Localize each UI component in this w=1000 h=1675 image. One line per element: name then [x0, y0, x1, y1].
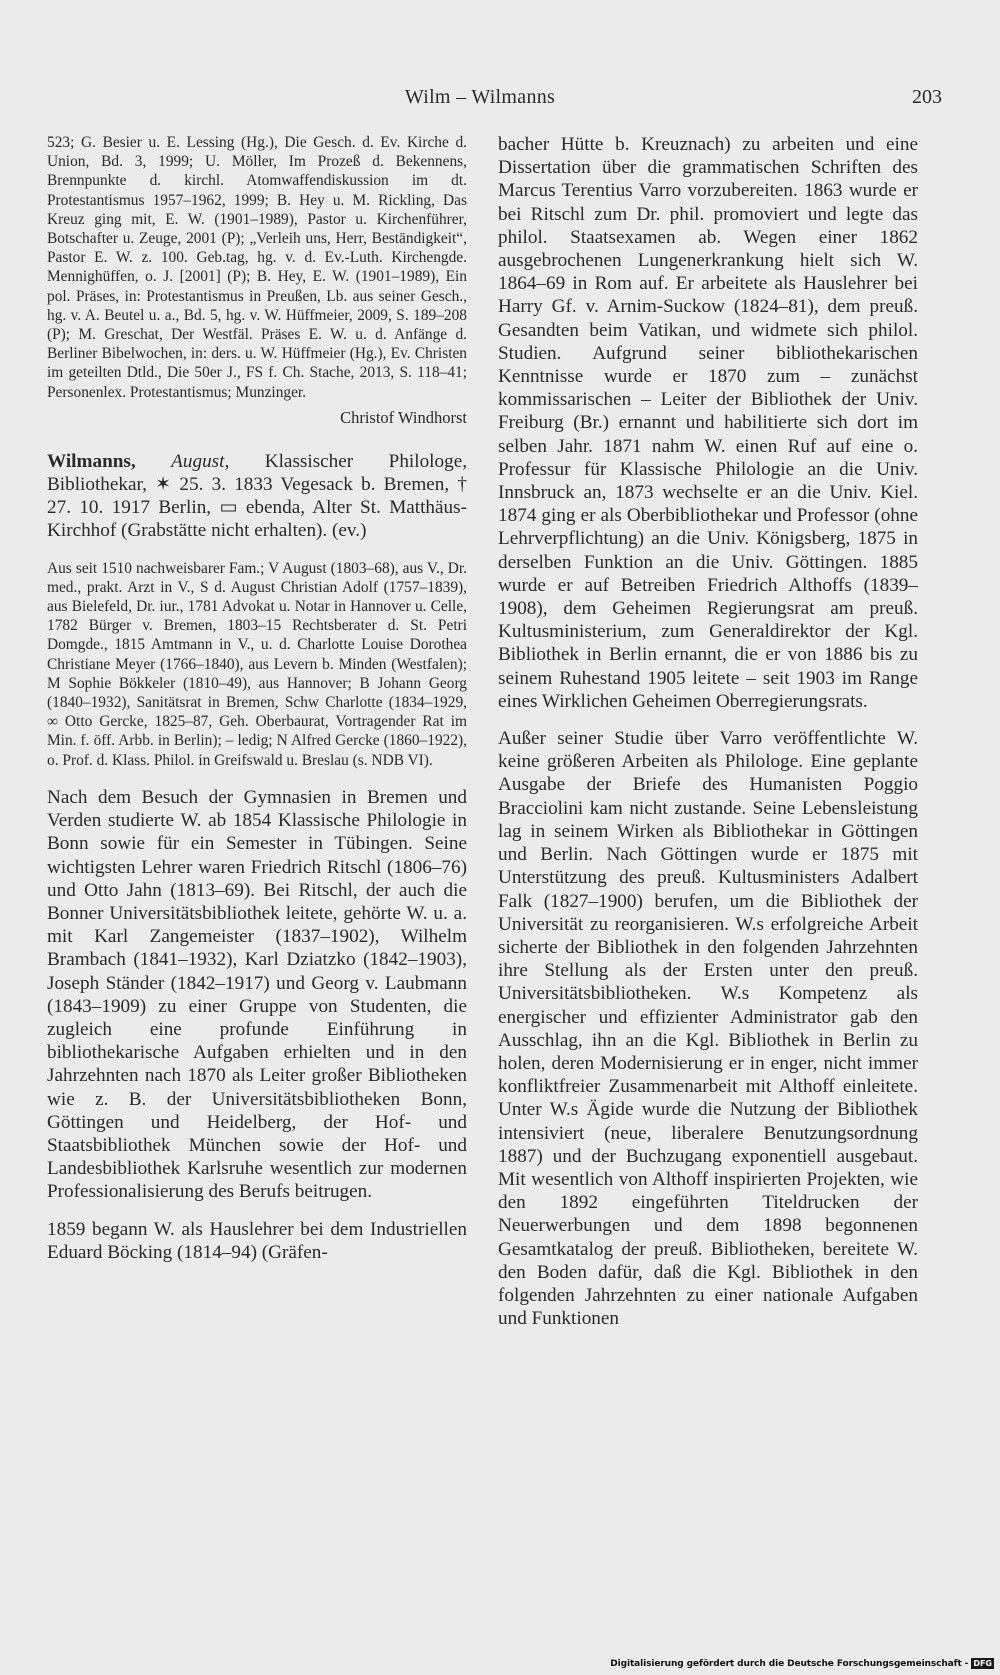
digitization-footer: [610, 1658, 994, 1669]
right-column: [498, 133, 918, 1330]
body-paragraph-2: 1859 begann W. als Hauslehrer bei dem Industriellen Eduard Böcking (1814–94) (Gräfen-: [47, 1218, 467, 1263]
footer-text: Digitalisierung gefördert durch die Deutsche Forschungsgemeinschaft -: [610, 1658, 969, 1669]
entry-header-details: Klassischer Philologe, Bibliothekar, ✶ 25. 3. 1833 Vegesack b. Bremen, † 27. 10. 1917 Berlin, ▭ ebenda, Alter St. Matthäus-Kirchhof (Grabstätte nicht erhalten). (ev.): [47, 450, 468, 542]
page-number: 203: [912, 86, 942, 108]
author-signature: Christof Windhorst: [340, 407, 467, 427]
running-head: Wilm – Wilmanns: [404, 86, 556, 108]
left-column: [47, 133, 467, 1264]
genealogy-paragraph: Aus seit 1510 nachweisbarer Fam.; V August (1803–68), aus V., Dr. med., prakt. Arzt in V., S d. August Christian Adolf (1757–1839), aus Bielefeld, Dr. iur., 1781 Advokat u. Notar in Hannover u. Celle, 1782 Bürger v. Bremen, 1803–15 Rechtsberater d. St. Petri Domgde., 1815 Amtmann in V., u. d. Charlotte Louise Dorothea Christiane Meyer (1766–1840), aus Levern b. Minden (Westfalen); M Sophie Bökkeler (1810–49), aus Hannover; B Johann Georg (1840–1932), Sanitätsrat in Bremen, Schw Charlotte (1834–1929, ∞ Otto Gercke, 1825–87, Geh. Oberbaurat, Vortragender Rat im Min. f. öff. Arbb. in Berlin); – ledig; N Alfred Gercke (1860–1922), o. Prof. d. Klass. Philol. in Greifswald u. Breslau (s. NDB VI).: [47, 559, 467, 769]
body-paragraph-3: bacher Hütte b. Kreuznach) zu arbeiten und eine Dissertation über die grammatischen Schriften des Marcus Terentius Varro vorzubereiten. 1863 wurde er bei Ritschl zum Dr. phil. promoviert und legte das philol. Staatsexamen ab. Wegen einer 1862 ausgebrochenen Lungenerkrankung hielt sich W. 1864–69 in Rom auf. Er arbeitete als Hauslehrer bei Harry Gf. v. Arnim-Suckow (1824–81), dem preuß. Gesandten beim Vatikan, und widmete sich philol. Studien. Aufgrund seiner bibliothekarischen Kenntnisse wurde er 1870 zum – zunächst kommissarischen – Leiter der Bibliothek der Univ. Freiburg (Br.) ernannt und habilitierte sich dort im selben Jahr. 1871 nahm W. einen Ruf auf eine o. Professur für Klassische Philologie an die Univ. Innsbruck an, 1873 wechselte er an die Univ. Kiel. 1874 ging er als Oberbibliothekar und Professor (ohne Lehrverpflichtung) an die Univ. Königsberg, 1875 in derselben Funktion an die Univ. Göttingen. 1885 wurde er auf Betreiben Friedrich Althoffs (1839–1908), dem Geheimen Regierungsrat am preuß. Kultusministerium, zum Generaldirektor der Kgl. Bibliothek in Berlin ernannt, die er von 1886 bis zu seinem Ruhestand 1905 leitete – seit 1903 im Range eines Wirklichen Geheimen Oberregierungsrats.: [498, 134, 918, 712]
body-paragraph-1: Nach dem Besuch der Gymnasien in Bremen und Verden studierte W. ab 1854 Klassische Philologie in Bonn sowie für ein Semester in Tübingen. Seine wichtigsten Lehrer waren Friedrich Ritschl (1806–76) und Otto Jahn (1813–69). Bei Ritschl, der auch die Bonner Universitätsbibliothek leitete, gehörte W. u. a. mit Karl Zangemeister (1837–1902), Wilhelm Brambach (1841–1932), Karl Dziatzko (1842–1903), Joseph Ständer (1842–1917) und Georg v. Laubmann (1843–1909) zu einer Gruppe von Studenten, die zugleich eine profunde Einführung in bibliothekarische Aufgaben erhielten und in den Jahrzehnten nach 1870 als Leiter großer Bibliotheken wie z. B. der Universitätsbibliotheken Bonn, Göttingen und Heidelberg, der Hof- und Staatsbibliothek München sowie der Hof- und Landesbibliothek Karlsruhe wesentlich zur modernen Professionalisierung des Berufs beitrugen.: [47, 786, 467, 1203]
body-paragraph-4: Außer seiner Studie über Varro veröffentlichte W. keine größeren Arbeiten als Philologe. Eine geplante Ausgabe der Briefe des Humanisten Poggio Bracciolini kam nicht zustande. Seine Lebensleistung lag in seinem Wirken als Bibliothekar in Göttingen und Berlin. Nach Göttingen wurde er 1875 mit Unterstützung des preuß. Kultusministers Adalbert Falk (1827–1900) berufen, um die Bibliothek der Universität zu reorganisieren. W.s erfolgreiche Arbeit sicherte der Bibliothek in den folgenden Jahrzehnten ihre Stellung als der Ersten unter den preuß. Universitätsbibliotheken. W.s Kompetenz als energischer und effizienter Administrator gab den Ausschlag, ihn an die Kgl. Bibliothek in Berlin zu holen, deren Modernisierung er in enger, nicht immer konfliktfreier Zusammenarbeit mit Althoff einleitete. Unter W.s Ägide wurde die Nutzung der Bibliothek intensiviert (neue, liberalere Benutzungsordnung 1887) und der Buchzugang exponentiell ausgebaut. Mit wesentlich von Althoff inspirierten Projekten, wie den 1892 eingeführten Titeldrucken der Neuerwerbungen und dem 1898 begonnenen Gesamtkatalog der preuß. Bibliotheken, bereitete W. den Boden dafür, daß die Kgl. Bibliothek in den folgenden Jahrzehnten zu einer nationale Aufgaben und Funktionen: [498, 728, 918, 1330]
literature-previous-entry: 523; G. Besier u. E. Lessing (Hg.), Die Gesch. d. Ev. Kirche d. Union, Bd. 3, 1999; U. Möller, Im Prozeß d. Bekennens, Brennpunkte d. kirchl. Atomwaffendiskussion im dt. Protestantismus 1957–1962, 1999; B. Hey u. M. Rickling, Das Kreuz ging mit, E. W. (1901–1989), Pastor u. Kirchenführer, Botschafter u. Zeuge, 2001 (P); „Verleih uns, Herr, Beständigkeit“, Pastor E. W. z. 100. Geb.tag, hg. v. d. Ev.-Luth. Kirchengde. Mennighüffen, o. J. [2001] (P); B. Hey, E. W. (1901–1989), Ein pol. Präses, in: Protestantismus in Preußen, Lb. aus seiner Gesch., hg. v. A. Beutel u. a., Bd. 5, hg. v. W. Hüffmeier, 2009, S. 189–208 (P); M. Greschat, Der Westfäl. Präses E. W. u. d. Anfänge d. Berliner Bibelwochen, in: ders. u. W. Hüffmeier (Hg.), Ev. Christen im geteilten Dtld., Die 50er J., FS f. Ch. Stache, 2013, S. 118–41; Personenlex. Protestantismus; Munzinger.: [47, 134, 467, 401]
dfg-logo: DFG: [973, 1659, 992, 1668]
entry-header: [47, 450, 467, 543]
entry-given-name: August,: [171, 450, 230, 472]
entry-surname: Wilmanns,: [47, 450, 136, 472]
